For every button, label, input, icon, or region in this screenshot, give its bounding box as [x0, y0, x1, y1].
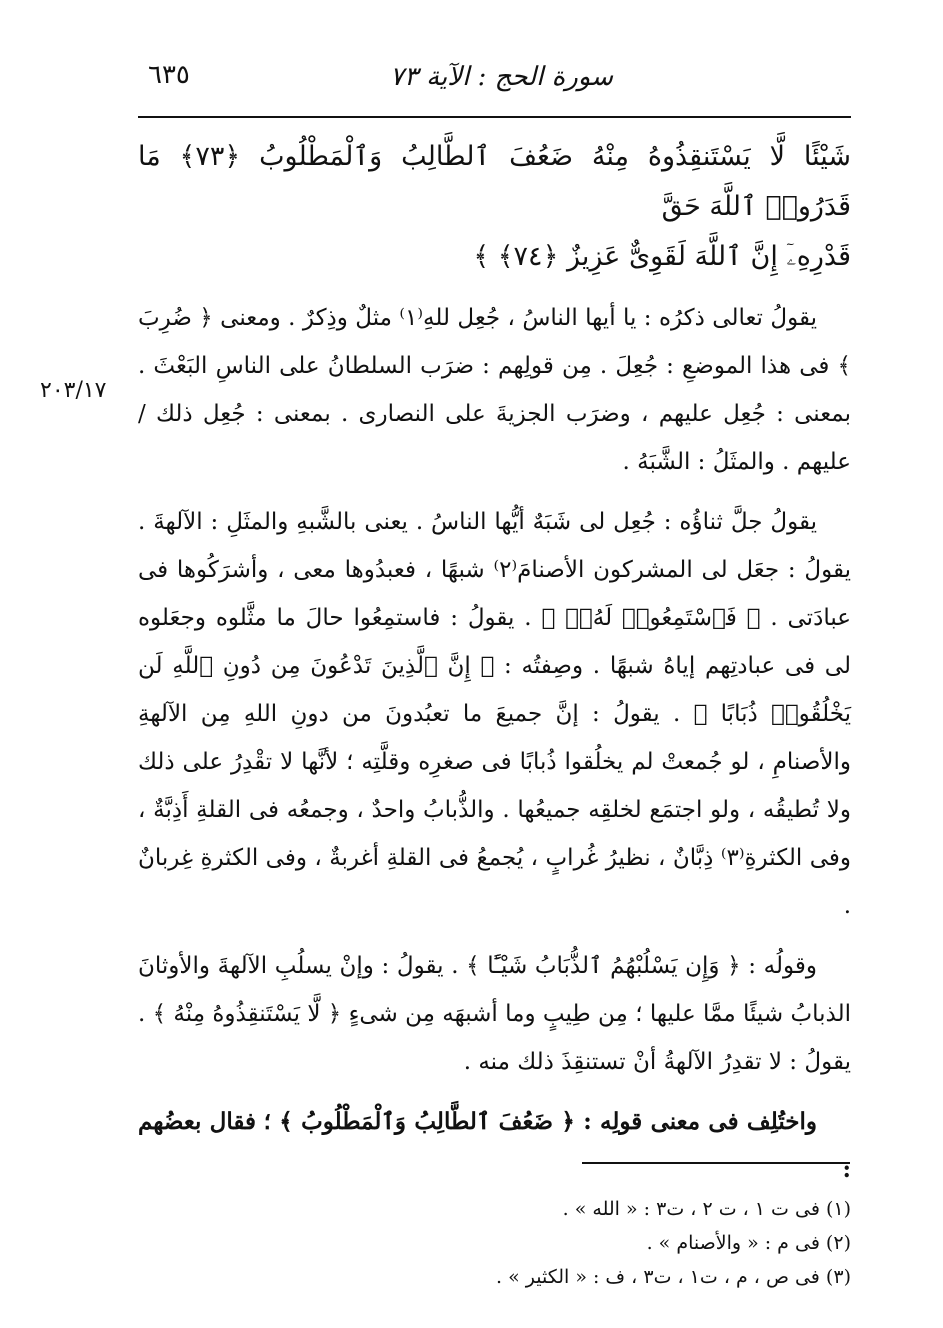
- paragraph-4: [138, 1098, 851, 1194]
- footnote-1: (١) فى ت ١ ، ت ٢ ، ت٣ : « الله » .: [562, 1198, 851, 1220]
- paragraph-2: يقولُ جلَّ ثناؤُه : جُعِل لى شَبَهٌ أيُّها الناسُ . يعنى بالشَّبهِ والمثَلِ : الآلهةَ . يقولُ : جعَل لى المشركون الأصنامَ⁽٢⁾ شبهًا ، فعبدُوها معى ، وأشرَكُوها فى عبادَتى . ﴿ فَٱسْتَمِعُوا۟ لَهُۥٓ ﴾ . يقولُ : فاستمِعُوا حالَ ما مثَّلوه وجعَلوه لى فى عبادتِهم إياهُ شبهًا . وصِفتُه : ﴿ إِنَّ ٱلَّذِينَ تَدْعُونَ مِن دُونِ ٱللَّهِ لَن يَخْلُقُوا۟ ذُبَابًا ﴾ . يقولُ : إنَّ جميعَ ما تعبُدونَ من دونِ اللهِ مِن الآلهةِ والأصنامِ ، لو جُمعتْ لم يخلُقوا ذُبابًا فى صغرِه وقلَّتِه ؛ لأنَّها لا تقْدِرُ على ذلك ولا تُطيقُه ، ولو اجتمَع لخلقِه جميعُها . والذُّبابُ واحدٌ ، وجمعُه فى القلةِ أَذِبَّةٌ ، وفى الكثرةِ⁽٣⁾ ذِبَّانٌ ، نظيرُ غُرابٍ ، يُجمعُ فى القلةِ أغربةٌ ، وفى الكثرةِ غِربانٌ .: [138, 509, 851, 919]
- running-header-title: سورة الحج : الآية ٧٣: [389, 62, 613, 92]
- quran-line-1: شَيْئًا لَّا يَسْتَنقِذُوهُ مِنْهُ ضَعُفَ ٱلطَّالِبُ وَٱلْمَطْلُوبُ ﴿٧٣﴾ مَا قَدَرُوا۟ ٱللَّهَ حَقَّ: [138, 141, 851, 222]
- footnotes: [138, 1192, 851, 1294]
- page-number: ٦٣٥: [148, 60, 190, 90]
- paragraph-4-text: واختُلِف فى معنى قولِه : ﴿ ضَعُفَ ٱلطَّالِبُ وَٱلْمَطْلُوبُ ﴾ ؛: [263, 1108, 817, 1135]
- paragraph-4-bold-tail: فقال بعضُهم :: [138, 1108, 851, 1183]
- footnote-rule: [582, 1162, 850, 1164]
- paragraph-1: يقولُ تعالى ذكرُه : يا أيها الناسُ ، جُعِل للهِ⁽١⁾ مثلٌ وذِكرٌ . ومعنى ﴿ ضُرِبَ ﴾ فى هذا الموضعِ : جُعِلَ . مِن قولِهم : ضرَب السلطانُ على الناسِ البَعْثَ . بمعنى : جُعِل عليهم ، وضرَب الجزيةَ على النصارى . بمعنى : جُعِل ذلك / عليهم . والمثَلُ : الشَّبَهُ .: [138, 305, 851, 475]
- paragraph-3: وقولُه : ﴿ وَإِن يَسْلُبْهُمُ ٱلذُّبَابُ شَيْـًٔا ﴾ . يقولُ : وإنْ يسلُبِ الآلهةَ والأوثانَ الذبابُ شيئًا ممَّا عليها ؛ مِن طِيبٍ وما أشبهَه مِن شىءٍ ﴿ لَّا يَسْتَنقِذُوهُ مِنْهُ ﴾ . يقولُ : لا تقدِرُ الآلهةُ أنْ تستنقِذَ ذلك منه .: [138, 953, 851, 1075]
- footnote-2: (٢) فى م : « والأصنام » .: [646, 1232, 851, 1254]
- main-text: [138, 132, 851, 1194]
- margin-reference: ٢٠٣/١٧: [40, 378, 107, 403]
- footnote-3: (٣) فى ص ، م ، ت١ ، ت٣ ، ف : « الكثير » .: [496, 1266, 851, 1288]
- header-rule: [138, 116, 851, 118]
- quran-verse-block: [138, 132, 851, 282]
- quran-line-2: قَدْرِهِۦٓ إِنَّ ٱللَّهَ لَقَوِىٌّ عَزِيزٌ ﴿٧٤﴾ ﴾: [473, 241, 851, 272]
